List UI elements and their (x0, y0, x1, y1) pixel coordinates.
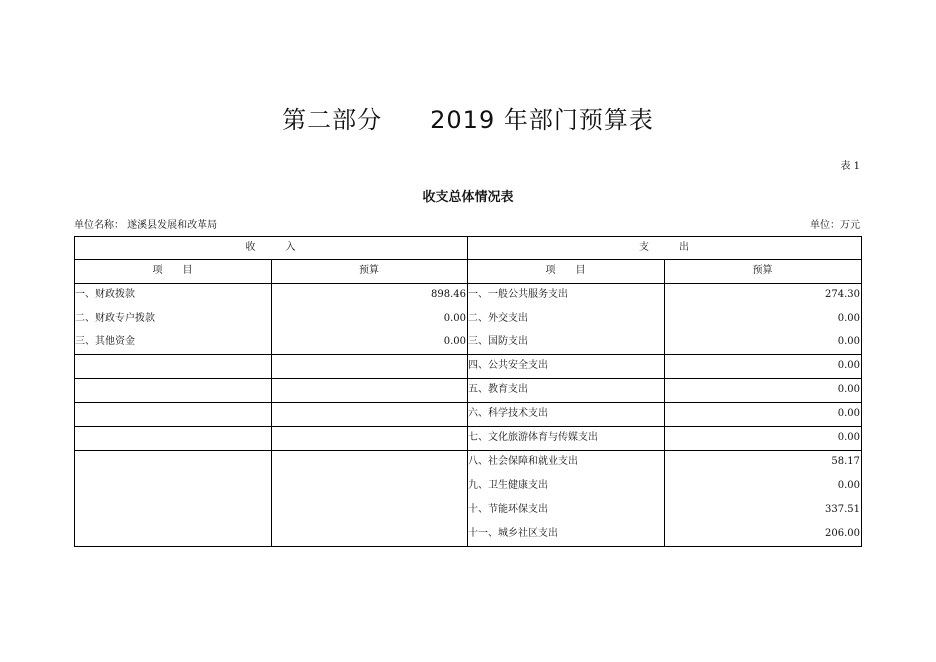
unit-name: 单位名称： 遂溪县发展和改革局 (74, 220, 218, 231)
table-rule (74, 283, 862, 284)
expense-budget: 0.00 (837, 336, 860, 347)
expense-item: 五、教育支出 (468, 384, 528, 395)
table-number: 表 1 (840, 161, 860, 172)
expense-budget: 0.00 (837, 480, 860, 491)
expense-item: 九、卫生健康支出 (468, 480, 548, 491)
income-budget: 0.00 (443, 313, 466, 324)
table-rule (74, 236, 75, 547)
table-rule (74, 450, 862, 451)
expense-item: 十一、城乡社区支出 (468, 528, 558, 539)
table-rule (271, 259, 272, 547)
header-income-item: 项 目 (152, 265, 193, 276)
header-income: 收 入 (245, 242, 296, 253)
expense-budget: 0.00 (837, 384, 860, 395)
table-rule (74, 354, 862, 355)
income-item: 二、财政专户拨款 (75, 313, 155, 324)
page-title-part: 第二部分 (282, 106, 383, 134)
expense-budget: 0.00 (837, 313, 860, 324)
expense-budget: 337.51 (825, 504, 860, 515)
income-item: 一、财政拨款 (75, 289, 135, 300)
page-title (0, 100, 936, 135)
table-rule (861, 236, 862, 547)
expense-item: 三、国防支出 (468, 336, 528, 347)
expense-budget: 0.00 (837, 360, 860, 371)
expense-item: 二、外交支出 (468, 313, 528, 324)
expense-budget: 274.30 (825, 289, 860, 300)
table-rule (74, 546, 862, 547)
table-rule (74, 402, 862, 403)
table-rule (74, 259, 862, 260)
income-budget: 0.00 (443, 336, 466, 347)
expense-item: 八、社会保障和就业支出 (468, 456, 578, 467)
table-title: 收支总体情况表 (422, 190, 514, 205)
table-rule (74, 426, 862, 427)
expense-budget: 0.00 (837, 408, 860, 419)
table-rule (74, 378, 862, 379)
income-item: 三、其他资金 (75, 336, 135, 347)
expense-item: 一、一般公共服务支出 (468, 289, 568, 300)
table-rule (467, 236, 468, 547)
expense-item: 六、科学技术支出 (468, 408, 548, 419)
expense-budget: 58.17 (831, 456, 860, 467)
expense-item: 十、节能环保支出 (468, 504, 548, 515)
table-rule (664, 259, 665, 547)
table-rule (74, 236, 862, 237)
header-income-budget: 预算 (359, 265, 379, 276)
income-budget: 898.46 (431, 289, 466, 300)
unit-label: 单位：万元 (810, 220, 860, 231)
expense-budget: 0.00 (837, 432, 860, 443)
header-expense: 支 出 (639, 242, 689, 253)
page-title-main: 2019 年部门预算表 (430, 106, 654, 134)
expense-budget: 206.00 (825, 528, 860, 539)
header-expense-budget: 预算 (752, 265, 773, 276)
expense-item: 七、文化旅游体育与传媒支出 (468, 432, 598, 443)
expense-item: 四、公共安全支出 (468, 360, 548, 371)
header-expense-item: 项 目 (545, 265, 586, 276)
